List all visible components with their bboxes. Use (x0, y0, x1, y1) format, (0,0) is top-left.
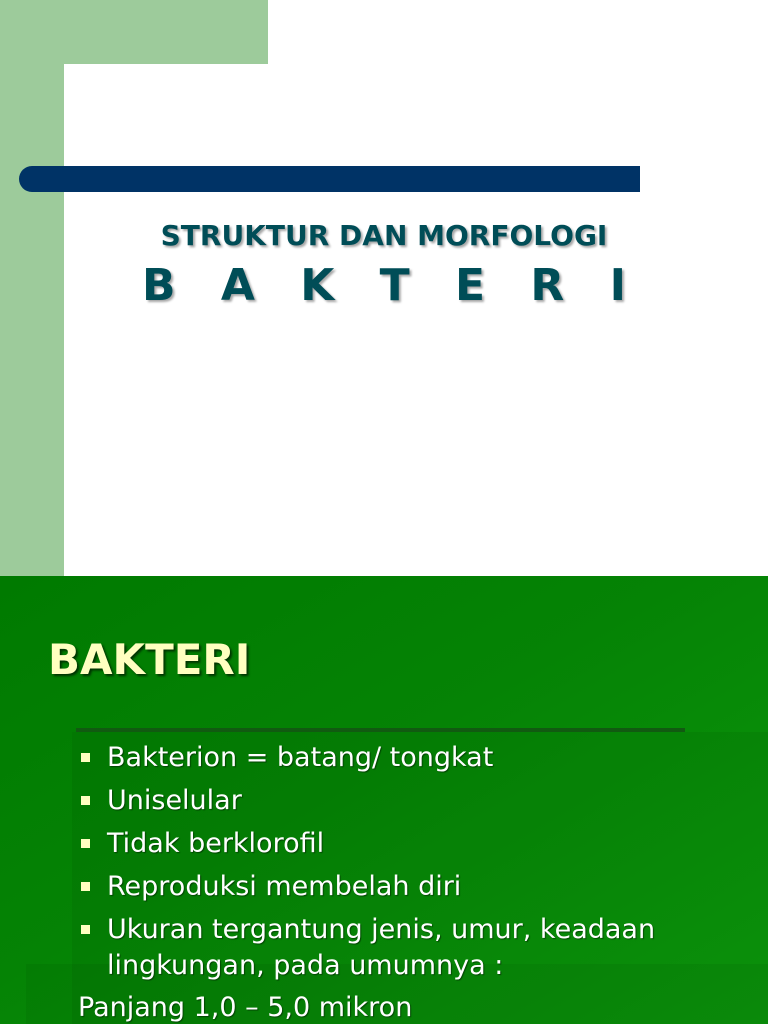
slide-title-line-1: STRUKTUR DAN MORFOLOGI (160, 219, 608, 252)
square-bullet-icon (81, 839, 90, 848)
bullet-item (78, 783, 758, 819)
slide-heading: BAKTERI (48, 635, 251, 684)
slide-title-line-2: B A K T E R I (142, 260, 641, 311)
square-bullet-icon (81, 925, 90, 934)
square-bullet-icon (81, 753, 90, 762)
size-range-text: Panjang 1,0 – 5,0 mikron (78, 992, 413, 1023)
bullet-text: Tidak berklorofil (107, 828, 325, 859)
bullet-list (78, 740, 758, 991)
square-bullet-icon (81, 796, 90, 805)
bullet-text: Ukuran tergantung jenis, umur, keadaan lingkungan, pada umumnya : (107, 914, 656, 981)
bullet-item (78, 912, 758, 984)
bullet-text: Bakterion = batang/ tongkat (107, 742, 494, 773)
bullet-item (78, 826, 758, 862)
content-slide (0, 576, 768, 1024)
slide-content-card (64, 64, 768, 576)
bullet-item (78, 740, 758, 776)
square-bullet-icon (81, 882, 90, 891)
slide-top-accent-block (0, 0, 268, 64)
bullet-text: Reproduksi membelah diri (107, 871, 462, 902)
title-divider-rule (19, 166, 640, 192)
bullet-text: Uniselular (107, 785, 242, 816)
bullet-item (78, 869, 758, 905)
heading-accent-line (76, 728, 685, 732)
